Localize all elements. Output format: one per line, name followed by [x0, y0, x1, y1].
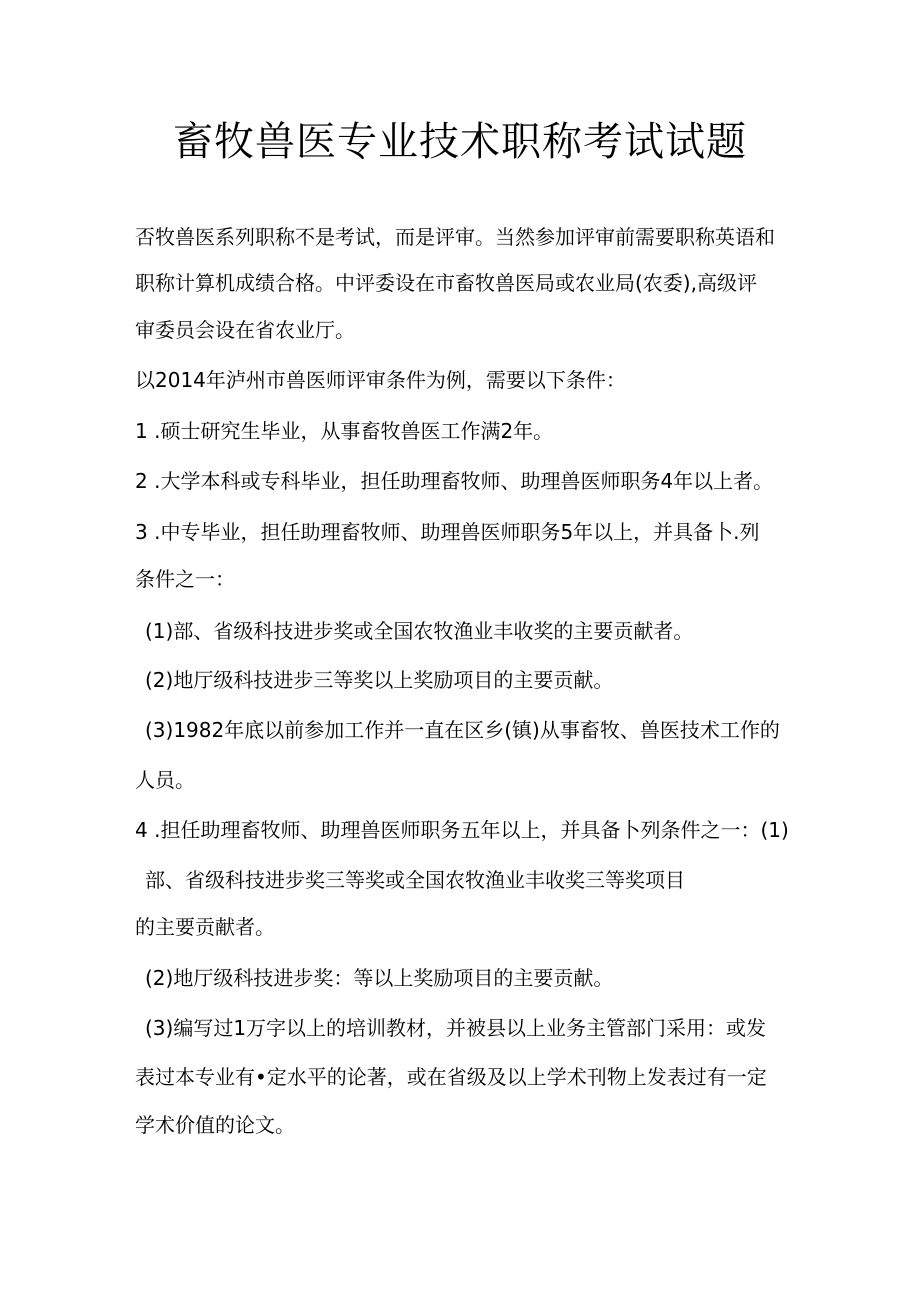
body-line-11: (3)1982年底以前参加工作并一直在区乡(镇)从事畜牧、兽医技术工作的	[145, 718, 780, 742]
body-line-18: 表过本专业有•定水平的论著，或在省级及以上学术刊物上发表过有一定	[135, 1065, 767, 1089]
body-line-1: 否牧兽医系列职称不是考试，而是评审。当然参加评审前需要职称英语和	[135, 225, 775, 249]
body-line-7: 3 .中专毕业，担任助理畜牧师、助理兽医师职务5年以上，并具备卜.列	[135, 520, 760, 544]
body-line-9: (1)部、省级科技进步奖或全国农牧渔业丰收奖的主要贡献者。	[145, 619, 694, 643]
body-line-15: 的主要贡献者。	[135, 915, 275, 939]
body-line-19: 学术价值的论文。	[135, 1113, 295, 1137]
body-line-10: (2)地厅级科技进步三等奖以上奖励项目的主要贡献。	[145, 668, 614, 692]
document-title: 畜牧兽医专业技术职称考试试题	[173, 119, 747, 165]
body-line-16: (2)地厅级科技进步奖：等以上奖励项目的主要贡献。	[145, 966, 614, 990]
body-line-2: 职称计算机成绩合格。中评委设在市畜牧兽医局或农业局(农委),高级评	[135, 271, 757, 295]
body-line-6: 2 .大学本科或专科毕业，担任助理畜牧师、助理兽医师职务4年以上者。	[135, 469, 774, 493]
body-line-5: 1 .硕士研究生毕业，从事畜牧兽医工作满2年。	[135, 419, 554, 443]
body-line-12: 人员。	[135, 768, 195, 792]
body-line-3: 审委员会设在省农业厅。	[135, 318, 355, 342]
body-line-17: (3)编写过1万字以上的培训教材，并被县以上业务主管部门采用：或发	[145, 1016, 767, 1040]
body-line-13: 4 .担任助理畜牧师、助理兽医师职务五年以上，并具备卜列条件之一：(1)	[135, 818, 789, 842]
body-line-8: 条件之一：	[135, 567, 235, 591]
body-line-14: 部、省级科技进步奖三等奖或全国农牧渔业丰收奖三等奖项目	[145, 868, 685, 892]
body-line-4: 以2014年泸州市兽医师评审条件为例，需要以下条件：	[135, 368, 626, 392]
